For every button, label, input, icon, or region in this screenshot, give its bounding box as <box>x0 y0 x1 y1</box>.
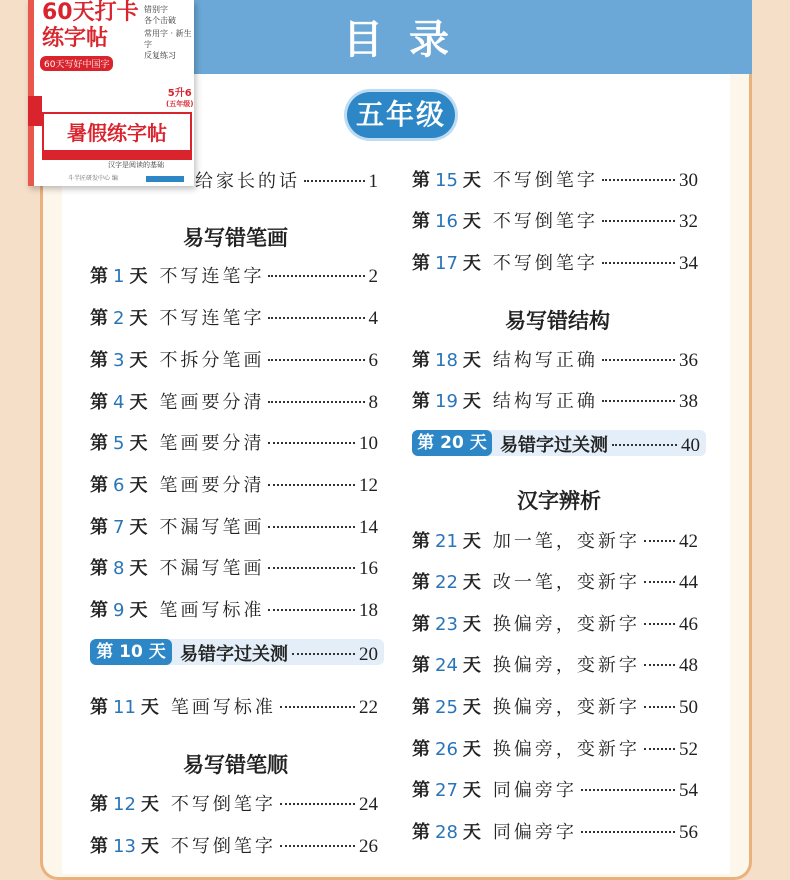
dot-leader <box>268 317 364 319</box>
page-number: 34 <box>679 253 698 274</box>
page-number: 52 <box>679 739 698 760</box>
entry-title: 笔画要分清 <box>159 475 265 496</box>
dot-leader <box>268 401 364 403</box>
day-number: 9 <box>113 600 125 621</box>
day-number: 24 <box>435 655 458 676</box>
review-title: 易错字过关测 <box>180 644 288 665</box>
review-day-badge: 第 20 天 <box>412 430 492 456</box>
entry-title: 不漏写笔画 <box>159 558 265 579</box>
day-suffix: 天 <box>140 794 159 815</box>
entry-title: 换偏旁，变新字 <box>492 697 640 718</box>
day-prefix: 第 <box>412 614 430 635</box>
review-entry[interactable] <box>180 640 378 666</box>
day-number: 16 <box>435 211 458 232</box>
page-number: 30 <box>679 170 698 191</box>
day-suffix: 天 <box>462 739 481 760</box>
toc-entry[interactable] <box>90 513 378 539</box>
day-number: 17 <box>435 253 458 274</box>
entry-title: 结构写正确 <box>492 391 598 412</box>
cover-bar <box>42 152 192 160</box>
cover-red-block <box>28 96 42 126</box>
day-number: 5 <box>113 433 125 454</box>
dot-leader <box>644 581 675 583</box>
cover-spine <box>28 0 34 186</box>
entry-title: 换偏旁，变新字 <box>492 655 640 676</box>
page-number: 46 <box>679 614 698 635</box>
dot-leader <box>602 262 675 264</box>
toc-entry[interactable] <box>412 735 698 761</box>
dot-leader <box>644 540 675 542</box>
day-label <box>90 304 147 330</box>
dot-leader <box>602 179 675 181</box>
dot-leader <box>268 526 355 528</box>
toc-entry[interactable] <box>90 790 378 816</box>
page-number: 44 <box>679 572 698 593</box>
page-number: 4 <box>368 308 378 329</box>
page-number: 20 <box>359 644 378 665</box>
toc-entry[interactable] <box>412 527 698 553</box>
day-number: 6 <box>113 475 125 496</box>
entry-title: 给家长的话 <box>195 171 300 192</box>
day-prefix: 第 <box>90 392 108 413</box>
day-suffix: 天 <box>462 253 481 274</box>
toc-entry[interactable] <box>412 568 698 594</box>
day-number: 7 <box>113 517 125 538</box>
day-label <box>412 527 481 553</box>
toc-entry[interactable] <box>412 610 698 636</box>
cover-tagline: 汉字是阅读的基础 <box>108 161 164 169</box>
day-number: 12 <box>113 794 136 815</box>
toc-entry[interactable] <box>412 249 698 275</box>
day-prefix: 第 <box>412 253 430 274</box>
day-number: 11 <box>113 697 136 718</box>
dot-leader <box>602 400 675 402</box>
page-number: 10 <box>359 433 378 454</box>
entry-title: 不拆分笔画 <box>159 350 265 371</box>
day-prefix: 第 <box>412 780 430 801</box>
page-number: 8 <box>368 392 378 413</box>
dot-leader <box>292 653 355 655</box>
day-label <box>90 346 147 372</box>
cover-feature-1: 错别字 各个击破 <box>144 5 176 25</box>
review-title: 易错字过关测 <box>500 435 608 456</box>
review-day-badge: 第 10 天 <box>90 639 172 665</box>
day-suffix: 天 <box>129 517 148 538</box>
cover-logo <box>146 176 184 182</box>
cover-feature-2: 常用字 · 新生字 反复练习 <box>144 29 192 60</box>
page-number: 6 <box>368 350 378 371</box>
toc-entry[interactable] <box>90 388 378 414</box>
dot-leader <box>581 789 675 791</box>
toc-entry[interactable] <box>195 167 378 193</box>
day-prefix: 第 <box>90 433 108 454</box>
day-label <box>412 735 481 761</box>
day-prefix: 第 <box>90 558 108 579</box>
entry-title: 不漏写笔画 <box>159 517 265 538</box>
day-label <box>90 388 147 414</box>
section-heading: 易写错结构 <box>505 309 610 333</box>
book-cover-image <box>28 0 194 186</box>
day-label <box>412 610 481 636</box>
day-label <box>412 568 481 594</box>
day-label <box>90 554 147 580</box>
toc-entry[interactable] <box>90 304 378 330</box>
day-prefix: 第 <box>412 391 430 412</box>
toc-entry[interactable] <box>90 471 378 497</box>
entry-title: 不写倒笔字 <box>492 211 598 232</box>
toc-entry[interactable] <box>90 429 378 455</box>
toc-entry[interactable] <box>412 651 698 677</box>
day-suffix: 天 <box>462 780 481 801</box>
day-prefix: 第 <box>412 572 430 593</box>
day-label <box>90 513 147 539</box>
day-label <box>90 471 147 497</box>
day-number: 22 <box>435 572 458 593</box>
day-suffix: 天 <box>462 822 481 843</box>
day-suffix: 天 <box>462 614 481 635</box>
day-label <box>412 651 481 677</box>
dot-leader <box>268 609 355 611</box>
day-label <box>412 693 481 719</box>
day-prefix: 第 <box>412 350 430 371</box>
day-prefix: 第 <box>90 517 108 538</box>
day-suffix: 天 <box>462 350 481 371</box>
entry-title: 不写倒笔字 <box>170 794 276 815</box>
review-entry[interactable] <box>500 431 700 457</box>
toc-entry[interactable] <box>412 346 698 372</box>
dot-leader <box>268 275 364 277</box>
entry-title: 不写倒笔字 <box>170 836 276 857</box>
dot-leader <box>304 180 365 182</box>
toc-entry[interactable] <box>412 387 698 413</box>
day-label <box>412 207 481 233</box>
toc-entry[interactable] <box>412 818 698 844</box>
page-number: 40 <box>681 435 700 456</box>
day-number: 28 <box>435 822 458 843</box>
toc-entry[interactable] <box>90 554 378 580</box>
entry-title: 笔画要分清 <box>159 392 265 413</box>
day-prefix: 第 <box>412 531 430 552</box>
entry-title: 不写连笔字 <box>159 266 265 287</box>
day-suffix: 天 <box>129 392 148 413</box>
entry-title: 结构写正确 <box>492 350 598 371</box>
day-suffix: 天 <box>462 391 481 412</box>
day-prefix: 第 <box>412 739 430 760</box>
entry-title: 加一笔，变新字 <box>492 531 640 552</box>
day-label <box>90 262 147 288</box>
day-number: 15 <box>435 170 458 191</box>
dot-leader <box>280 803 355 805</box>
dot-leader <box>280 706 355 708</box>
entry-title: 不写连笔字 <box>159 308 265 329</box>
day-label <box>90 832 159 858</box>
toc-entry[interactable] <box>90 832 378 858</box>
cover-grade-tag: 5升6 (五年级) <box>166 88 194 108</box>
cover-slogan: 60天写好中国字 <box>40 56 113 71</box>
day-suffix: 天 <box>140 836 159 857</box>
entry-title: 不写倒笔字 <box>492 253 598 274</box>
day-suffix: 天 <box>129 350 148 371</box>
day-suffix: 天 <box>129 433 148 454</box>
toc-entry[interactable] <box>412 693 698 719</box>
day-label <box>412 166 481 192</box>
grade-badge: 五年级 <box>347 92 455 138</box>
entry-title: 笔画要分清 <box>159 433 265 454</box>
dot-leader <box>280 845 355 847</box>
day-prefix: 第 <box>90 475 108 496</box>
day-suffix: 天 <box>462 170 481 191</box>
toc-entry[interactable] <box>412 207 698 233</box>
day-suffix: 天 <box>129 475 148 496</box>
day-prefix: 第 <box>412 211 430 232</box>
page-number: 56 <box>679 822 698 843</box>
day-prefix: 第 <box>90 350 108 371</box>
toc-entry[interactable] <box>90 262 378 288</box>
page-number: 36 <box>679 350 698 371</box>
day-prefix: 第 <box>90 836 108 857</box>
dot-leader <box>268 442 355 444</box>
day-number: 26 <box>435 739 458 760</box>
page-number: 1 <box>368 171 378 192</box>
page-number: 22 <box>359 697 378 718</box>
section-heading: 易写错笔画 <box>183 226 288 250</box>
section-heading: 汉字辨析 <box>517 489 601 513</box>
section-heading: 易写错笔顺 <box>183 753 288 777</box>
day-suffix: 天 <box>462 572 481 593</box>
dot-leader <box>644 748 675 750</box>
page-number: 48 <box>679 655 698 676</box>
day-suffix: 天 <box>129 600 148 621</box>
day-suffix: 天 <box>462 211 481 232</box>
day-number: 18 <box>435 350 458 371</box>
page-number: 50 <box>679 697 698 718</box>
day-prefix: 第 <box>412 170 430 191</box>
day-number: 4 <box>113 392 125 413</box>
day-prefix: 第 <box>90 697 108 718</box>
day-suffix: 天 <box>462 531 481 552</box>
day-label <box>90 693 159 719</box>
dot-leader <box>581 831 675 833</box>
cover-book-title: 暑假练字帖 <box>42 112 192 152</box>
entry-title: 同偏旁字 <box>492 780 577 801</box>
toc-entry[interactable] <box>90 346 378 372</box>
day-label <box>412 776 481 802</box>
toc-entry[interactable] <box>90 693 378 719</box>
dot-leader <box>268 567 355 569</box>
day-suffix: 天 <box>129 308 148 329</box>
dot-leader <box>644 706 675 708</box>
page-number: 12 <box>359 475 378 496</box>
toc-entry[interactable] <box>412 776 698 802</box>
day-label <box>90 429 147 455</box>
day-label <box>90 596 147 622</box>
page-number: 54 <box>679 780 698 801</box>
day-number: 3 <box>113 350 125 371</box>
day-label <box>412 818 481 844</box>
day-number: 19 <box>435 391 458 412</box>
page-number: 16 <box>359 558 378 579</box>
entry-title: 笔画写标准 <box>170 697 276 718</box>
day-label <box>412 346 481 372</box>
dot-leader <box>602 220 675 222</box>
day-number: 21 <box>435 531 458 552</box>
day-prefix: 第 <box>90 794 108 815</box>
cover-publisher: 斗半匠研发中心 编 <box>68 175 118 182</box>
dot-leader <box>268 359 364 361</box>
dot-leader <box>644 623 675 625</box>
dot-leader <box>268 484 355 486</box>
page-number: 18 <box>359 600 378 621</box>
day-label <box>90 790 159 816</box>
day-number: 13 <box>113 836 136 857</box>
page-number: 42 <box>679 531 698 552</box>
day-number: 25 <box>435 697 458 718</box>
entry-title: 不写倒笔字 <box>492 170 598 191</box>
day-prefix: 第 <box>90 308 108 329</box>
entry-title: 同偏旁字 <box>492 822 577 843</box>
entry-title: 改一笔，变新字 <box>492 572 640 593</box>
day-suffix: 天 <box>129 558 148 579</box>
day-prefix: 第 <box>412 655 430 676</box>
day-number: 2 <box>113 308 125 329</box>
dot-leader <box>644 664 675 666</box>
toc-entry[interactable] <box>90 596 378 622</box>
page-number: 26 <box>359 836 378 857</box>
day-suffix: 天 <box>140 697 159 718</box>
toc-entry[interactable] <box>412 166 698 192</box>
dot-leader <box>602 359 675 361</box>
banner-title: 目录 <box>343 17 475 63</box>
day-number: 1 <box>113 266 125 287</box>
day-label <box>412 249 481 275</box>
day-prefix: 第 <box>412 822 430 843</box>
page-number: 14 <box>359 517 378 538</box>
entry-title: 换偏旁，变新字 <box>492 614 640 635</box>
day-number: 8 <box>113 558 125 579</box>
day-prefix: 第 <box>412 697 430 718</box>
day-prefix: 第 <box>90 600 108 621</box>
page-number: 32 <box>679 211 698 232</box>
dot-leader <box>612 444 677 446</box>
day-suffix: 天 <box>462 655 481 676</box>
day-suffix: 天 <box>462 697 481 718</box>
day-prefix: 第 <box>90 266 108 287</box>
day-suffix: 天 <box>129 266 148 287</box>
cover-title: 60天打卡 练字帖 <box>42 0 139 51</box>
day-label <box>412 387 481 413</box>
page-number: 38 <box>679 391 698 412</box>
day-number: 27 <box>435 780 458 801</box>
entry-title: 换偏旁，变新字 <box>492 739 640 760</box>
page-number: 2 <box>368 266 378 287</box>
day-number: 23 <box>435 614 458 635</box>
entry-title: 笔画写标准 <box>159 600 265 621</box>
page-number: 24 <box>359 794 378 815</box>
